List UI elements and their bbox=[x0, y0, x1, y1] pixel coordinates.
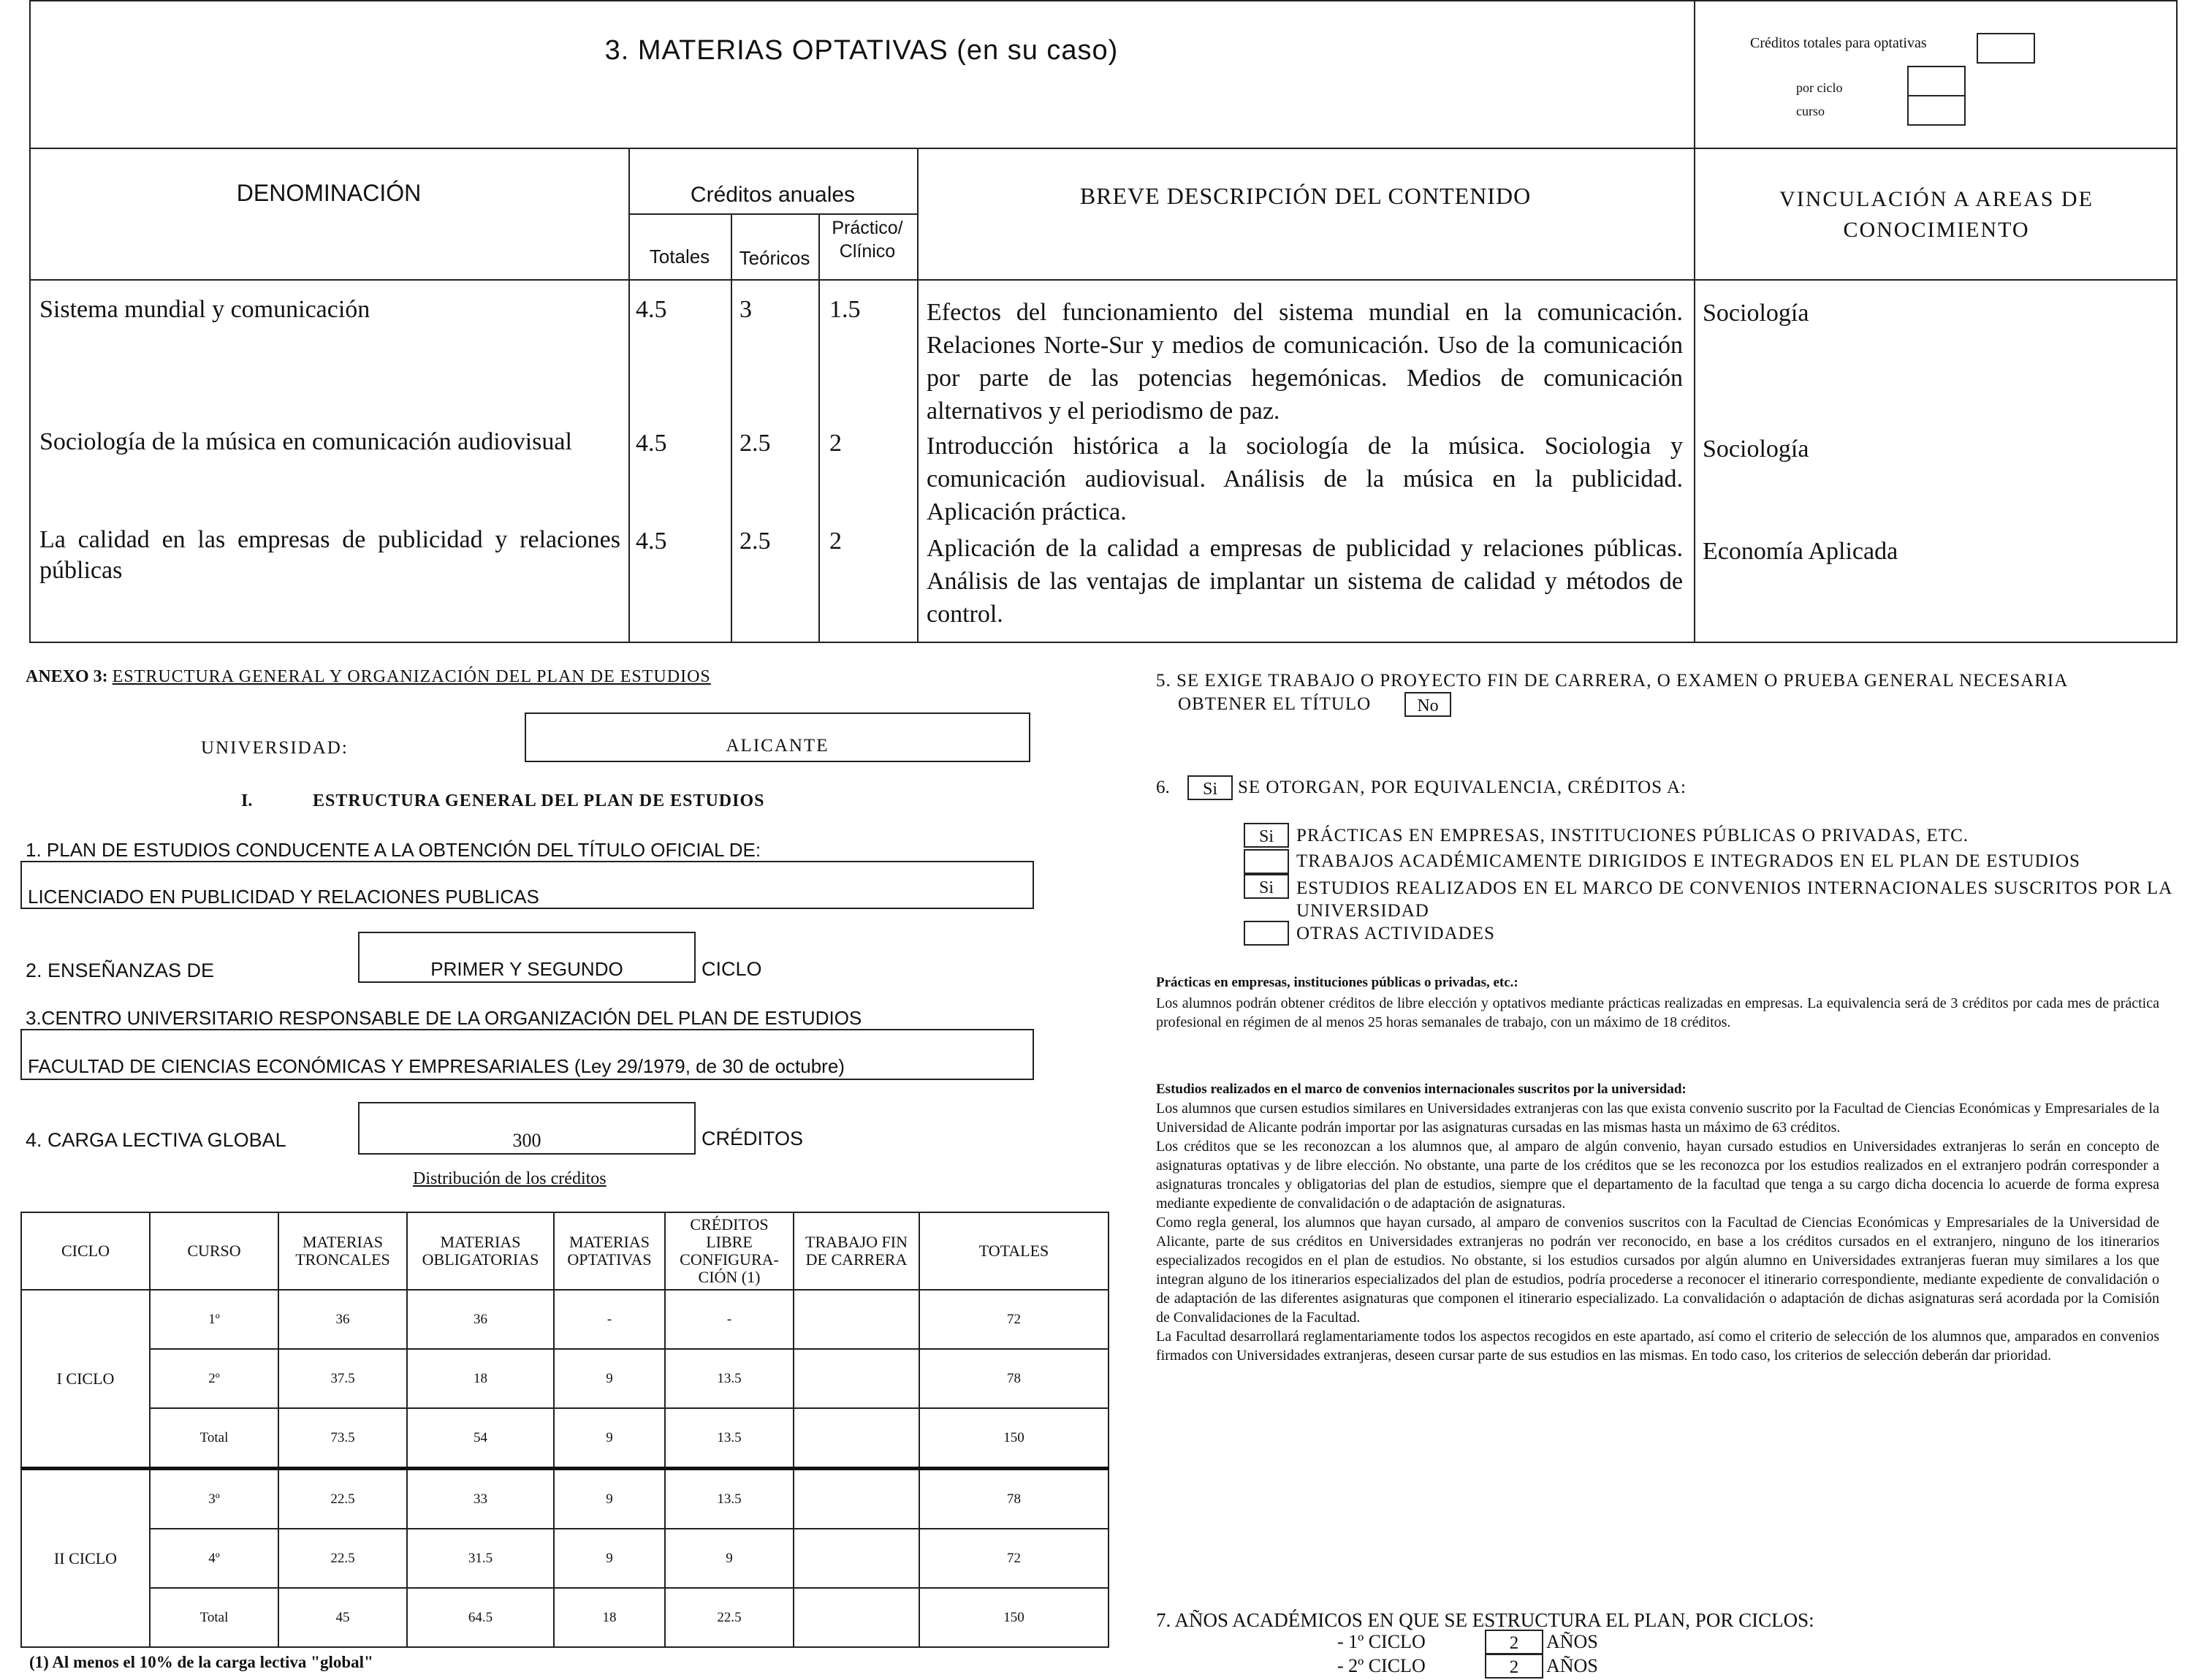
table-cell: 13.5 bbox=[665, 1469, 794, 1529]
th-trabajo-fin: TRABAJO FIN DE CARRERA bbox=[794, 1212, 919, 1290]
th-libre-configuracion: CRÉDITOS LIBRE CONFIGURA-CIÓN (1) bbox=[665, 1212, 794, 1290]
table-cell: 150 bbox=[919, 1408, 1109, 1469]
estudios-paragraph-2: Los créditos que se les reconozcan a los alumnos que, al amparo de algún convenio, hayan cursado estudios en Universidades extranjeras lo serán en concepto de asignaturas optativas y de libre elección. No obstante, una parte de los créditos que se les reconozca por los estudios realizados en el extranjero podrán corresponder a asignaturas troncales y obligatorias del plan de estudios, siempre que el departamento de la facultad que tenga a su cargo dicha docencia lo acuerde de forma expresa mediante expediente de convalidación o de adaptación de asignaturas. bbox=[1156, 1139, 2159, 1212]
footnote: (1) Al menos el 10% de la carga lectiva "global" bbox=[29, 1653, 373, 1671]
ciclo1-label: - 1º CICLO bbox=[1337, 1631, 1426, 1652]
por-ciclo-label: por ciclo bbox=[1796, 80, 1843, 95]
practicas-text: Los alumnos podrán obtener créditos de libre elección y optativos mediante prácticas realizadas en empresas. La equivalencia será de 3 créditos por cada mes de práctica profesional en régimen de al menos 25 horas semanales de trabajo, con un máximo de 18 créditos. bbox=[1156, 995, 2159, 1030]
th-ciclo: CICLO bbox=[21, 1212, 150, 1290]
check-practicas[interactable]: Si bbox=[1244, 823, 1289, 848]
item5-text: 5. SE EXIGE TRABAJO O PROYECTO FIN DE CARRERA, O EXAMEN O PRUEBA GENERAL NECESARIA bbox=[1156, 671, 2069, 691]
table-cell: 45 bbox=[278, 1588, 407, 1647]
row3-totales: 4.5 bbox=[636, 528, 667, 555]
table-cell: 2º bbox=[150, 1349, 278, 1408]
table-cell bbox=[794, 1408, 919, 1469]
header-totales: Totales bbox=[649, 246, 710, 267]
ciclo1-years-field[interactable]: 2 bbox=[1485, 1630, 1543, 1654]
th-totales: TOTALES bbox=[919, 1212, 1109, 1290]
row3-practico: 2 bbox=[829, 528, 842, 555]
table-cell: - bbox=[554, 1290, 665, 1349]
centro-field[interactable]: FACULTAD DE CIENCIAS ECONÓMICAS Y EMPRESARIALES (Ley 29/1979, de 30 de octubre) bbox=[20, 1029, 1034, 1080]
carga-field[interactable]: 300 bbox=[358, 1102, 696, 1155]
table-cell: 78 bbox=[919, 1469, 1109, 1529]
estudios-paragraph-1: Los alumnos que cursen estudios similares en Universidades extranjeras con las que exista convenio suscrito por la Facultad de Ciencias Económicas y Empresariales de la Universidad de Alicante podrán importar por las asignaturas cursadas en las mismas hasta un máximo de 63 créditos. bbox=[1156, 1101, 2159, 1136]
estudios-paragraph-3: Como regla general, los alumnos que hayan cursado, al amparo de convenios suscritos con la Facultad de Ciencias Económicas y Empresariales de la Universidad de Alicante, parte de sus créditos en Universidades extranjeras no podrán ver reconocido, en base a los créditos cursados en el extranjero, ninguno de los itinerarios especializados recogidos en el plan de estudios. No obstante, si los estudios cursados por algún alumno en Universidades extranjeras fueran muy similares a los que integran alguno de los itinerarios especializados del plan de estudios, podría procederse a reconocer el itinerario correspondiente, mediante expediente de convalidación o de adaptación de las diferentes asignaturas que componen el itinerario especializado. La convalidación o adaptación de dichas asignaturas será acordada por la Comisión de Convalidaciones de la Facultad. bbox=[1156, 1215, 2159, 1326]
anexo-label: ANEXO 3: bbox=[26, 667, 108, 686]
table-cell bbox=[794, 1529, 919, 1588]
table-cell: 150 bbox=[919, 1588, 1109, 1647]
th-curso: CURSO bbox=[150, 1212, 278, 1290]
creditos-totales-field[interactable] bbox=[1977, 33, 2035, 64]
distribucion-title: Distribución de los créditos bbox=[413, 1169, 607, 1188]
check-trabajos[interactable] bbox=[1244, 849, 1289, 874]
row2-descripcion: Introducción histórica a la sociología de la música. Sociologia y comunicación audiovisual. Análisis de la música en la publicidad. Aplicación práctica. bbox=[927, 433, 1683, 525]
table-cell: 54 bbox=[407, 1408, 554, 1469]
item6-text: SE OTORGAN, POR EQUIVALENCIA, CRÉDITOS A: bbox=[1238, 778, 1687, 797]
check-trabajos-label: TRABAJOS ACADÉMICAMENTE DIRIGIDOS E INTEGRADOS EN EL PLAN DE ESTUDIOS bbox=[1296, 851, 2080, 871]
ciclo1-cell: I CICLO bbox=[21, 1290, 150, 1469]
table-cell: 3º bbox=[150, 1469, 278, 1529]
table-cell: 22.5 bbox=[665, 1588, 794, 1647]
table-cell: 22.5 bbox=[278, 1469, 407, 1529]
item6-num: 6. bbox=[1156, 778, 1170, 797]
check-otras-label: OTRAS ACTIVIDADES bbox=[1296, 924, 1495, 943]
table-row bbox=[21, 1408, 1109, 1469]
table-cell: 18 bbox=[407, 1349, 554, 1408]
header-descripcion: BREVE DESCRIPCIÓN DEL CONTENIDO bbox=[1079, 183, 1532, 209]
row2-teoricos: 2.5 bbox=[739, 430, 771, 457]
row2-totales: 4.5 bbox=[636, 430, 667, 457]
table-cell: 9 bbox=[554, 1408, 665, 1469]
optativas-table bbox=[29, 0, 2178, 643]
estudios-heading: Estudios realizados en el marco de convenios internacionales suscritos por la universidad: bbox=[1156, 1082, 1687, 1097]
item5-text2: OBTENER EL TÍTULO bbox=[1178, 694, 1372, 714]
table-row bbox=[21, 1588, 1109, 1647]
item3-label: 3.CENTRO UNIVERSITARIO RESPONSABLE DE LA ORGANIZACIÓN DEL PLAN DE ESTUDIOS bbox=[26, 1007, 862, 1029]
table-cell: 22.5 bbox=[278, 1529, 407, 1588]
table-cell: 9 bbox=[554, 1469, 665, 1529]
anexo-heading bbox=[26, 667, 711, 687]
ciclo2-years-field[interactable]: 2 bbox=[1485, 1654, 1543, 1679]
header-practico: Práctico/ Clínico bbox=[832, 218, 903, 262]
table-cell bbox=[794, 1469, 919, 1529]
table-cell: 9 bbox=[665, 1529, 794, 1588]
row3-teoricos: 2.5 bbox=[739, 528, 771, 555]
optativas-title: 3. MATERIAS OPTATIVAS (en su caso) bbox=[604, 35, 1119, 66]
por-ciclo-field[interactable] bbox=[1907, 66, 1966, 96]
item2-label: 2. ENSEÑANZAS DE bbox=[26, 959, 215, 981]
table-cell: 31.5 bbox=[407, 1529, 554, 1588]
universidad-field[interactable]: ALICANTE bbox=[525, 712, 1030, 762]
curso-label: curso bbox=[1796, 104, 1825, 118]
ciclo-suffix: CICLO bbox=[702, 958, 762, 980]
check-estudios[interactable]: Si bbox=[1244, 874, 1289, 899]
table-cell: 72 bbox=[919, 1529, 1109, 1588]
creditos-totales-label: Créditos totales para optativas bbox=[1750, 35, 1927, 51]
header-creditos-anuales: Créditos anuales bbox=[690, 183, 856, 207]
table-cell: Total bbox=[150, 1408, 278, 1469]
row1-totales: 4.5 bbox=[636, 296, 667, 323]
table-cell: 73.5 bbox=[278, 1408, 407, 1469]
header-denominacion: DENOMINACIÓN bbox=[236, 180, 422, 206]
row1-teoricos: 3 bbox=[739, 296, 752, 323]
table-cell: Total bbox=[150, 1588, 278, 1647]
item7-text: 7. AÑOS ACADÉMICOS EN QUE SE ESTRUCTURA EL PLAN, POR CICLOS: bbox=[1156, 1609, 1814, 1631]
ciclo2-cell: II CICLO bbox=[21, 1469, 150, 1648]
check-estudios-label: ESTUDIOS REALIZADOS EN EL MARCO DE CONVENIOS INTERNACIONALES SUSCRITOS POR LA UNIVERSIDAD bbox=[1296, 878, 2172, 921]
table-row bbox=[21, 1290, 1109, 1349]
table-cell: 64.5 bbox=[407, 1588, 554, 1647]
item6-checkbox[interactable]: Si bbox=[1187, 775, 1233, 800]
table-cell: 1º bbox=[150, 1290, 278, 1349]
th-obligatorias: MATERIAS OBLIGATORIAS bbox=[407, 1212, 554, 1290]
table-row bbox=[21, 1469, 1109, 1529]
table-cell: 78 bbox=[919, 1349, 1109, 1408]
header-teoricos: Teóricos bbox=[739, 247, 810, 269]
table-cell bbox=[794, 1290, 919, 1349]
table-cell: - bbox=[665, 1290, 794, 1349]
section-title: ESTRUCTURA GENERAL DEL PLAN DE ESTUDIOS bbox=[313, 791, 765, 810]
ciclo2-label: - 2º CICLO bbox=[1337, 1655, 1426, 1676]
estudios-paragraph-4: La Facultad desarrollará reglamentariamente todos los aspectos recogidos en este apartado, así como el criterio de selección de los alumnos que, amparados en convenios firmados con Universidades extranjeras, deseen cursar parte de sus estudios en las mismas. En todo caso, los criterios de selección deberán dar prioridad. bbox=[1156, 1329, 2159, 1364]
check-otras[interactable] bbox=[1244, 921, 1289, 946]
table-cell: 36 bbox=[407, 1290, 554, 1349]
section-num: I. bbox=[241, 791, 253, 810]
row3-descripcion: Aplicación de la calidad a empresas de publicidad y relaciones públicas. Análisis de las ventajas de implantar un sistema de calidad y métodos de control. bbox=[927, 535, 1683, 628]
estudios-text bbox=[1156, 1099, 2159, 1365]
table-row bbox=[21, 1349, 1109, 1408]
check-practicas-label: PRÁCTICAS EN EMPRESAS, INSTITUCIONES PÚBLICAS O PRIVADAS, ETC. bbox=[1296, 826, 1969, 845]
th-troncales: MATERIAS TRONCALES bbox=[278, 1212, 407, 1290]
practicas-heading: Prácticas en empresas, instituciones públicas o privadas, etc.: bbox=[1156, 975, 1518, 990]
table-cell: 72 bbox=[919, 1290, 1109, 1349]
ciclo2-anos: AÑOS bbox=[1546, 1655, 1598, 1676]
row1-practico: 1.5 bbox=[829, 296, 861, 323]
table-cell bbox=[794, 1349, 919, 1408]
table-cell: 13.5 bbox=[665, 1408, 794, 1469]
row1-vinculacion: Sociología bbox=[1703, 300, 1809, 327]
curso-field[interactable] bbox=[1907, 95, 1966, 126]
th-optativas: MATERIAS OPTATIVAS bbox=[554, 1212, 665, 1290]
table-cell: 18 bbox=[554, 1588, 665, 1647]
table-row bbox=[21, 1529, 1109, 1588]
credits-table bbox=[20, 1212, 1109, 1648]
table-cell: 37.5 bbox=[278, 1349, 407, 1408]
header-vinculacion: VINCULACIÓN A AREAS DE CONOCIMIENTO bbox=[1779, 187, 2094, 242]
table-cell: 9 bbox=[554, 1349, 665, 1408]
item1-label: 1. PLAN DE ESTUDIOS CONDUCENTE A LA OBTENCIÓN DEL TÍTULO OFICIAL DE: bbox=[26, 839, 761, 861]
titulo-field[interactable]: LICENCIADO EN PUBLICIDAD Y RELACIONES PUBLICAS bbox=[20, 861, 1034, 909]
row1-descripcion: Efectos del funcionamiento del sistema mundial en la comunicación. Relaciones Norte-Sur y medios de comunicación. Uso de la comunicación por parte de las potencias hegemónicas. Medios de comunicación alternativos y el periodismo de paz. bbox=[927, 299, 1683, 425]
table-cell: 13.5 bbox=[665, 1349, 794, 1408]
row2-practico: 2 bbox=[829, 430, 842, 457]
table-cell: 4º bbox=[150, 1529, 278, 1588]
anexo-title: ESTRUCTURA GENERAL Y ORGANIZACIÓN DEL PLAN DE ESTUDIOS bbox=[112, 667, 711, 686]
ensenanzas-field[interactable]: PRIMER Y SEGUNDO bbox=[358, 932, 696, 983]
row3-denominacion: La calidad en las empresas de publicidad y relaciones públicas bbox=[39, 526, 620, 584]
row3-vinculacion: Economía Aplicada bbox=[1703, 538, 1898, 565]
table-cell: 33 bbox=[407, 1469, 554, 1529]
table-cell: 9 bbox=[554, 1529, 665, 1588]
ciclo1-anos: AÑOS bbox=[1546, 1631, 1598, 1652]
creditos-suffix: CRÉDITOS bbox=[702, 1128, 804, 1149]
row1-denominacion: Sistema mundial y comunicación bbox=[39, 296, 370, 323]
row2-denominacion: Sociología de la música en comunicación audiovisual bbox=[39, 428, 572, 455]
table-cell bbox=[794, 1588, 919, 1647]
universidad-label: UNIVERSIDAD: bbox=[201, 738, 349, 758]
credits-header-row bbox=[21, 1212, 1109, 1290]
item5-checkbox[interactable]: No bbox=[1404, 692, 1451, 717]
row2-vinculacion: Sociología bbox=[1703, 436, 1809, 463]
item4-label: 4. CARGA LECTIVA GLOBAL bbox=[26, 1129, 286, 1151]
table-cell: 36 bbox=[278, 1290, 407, 1349]
